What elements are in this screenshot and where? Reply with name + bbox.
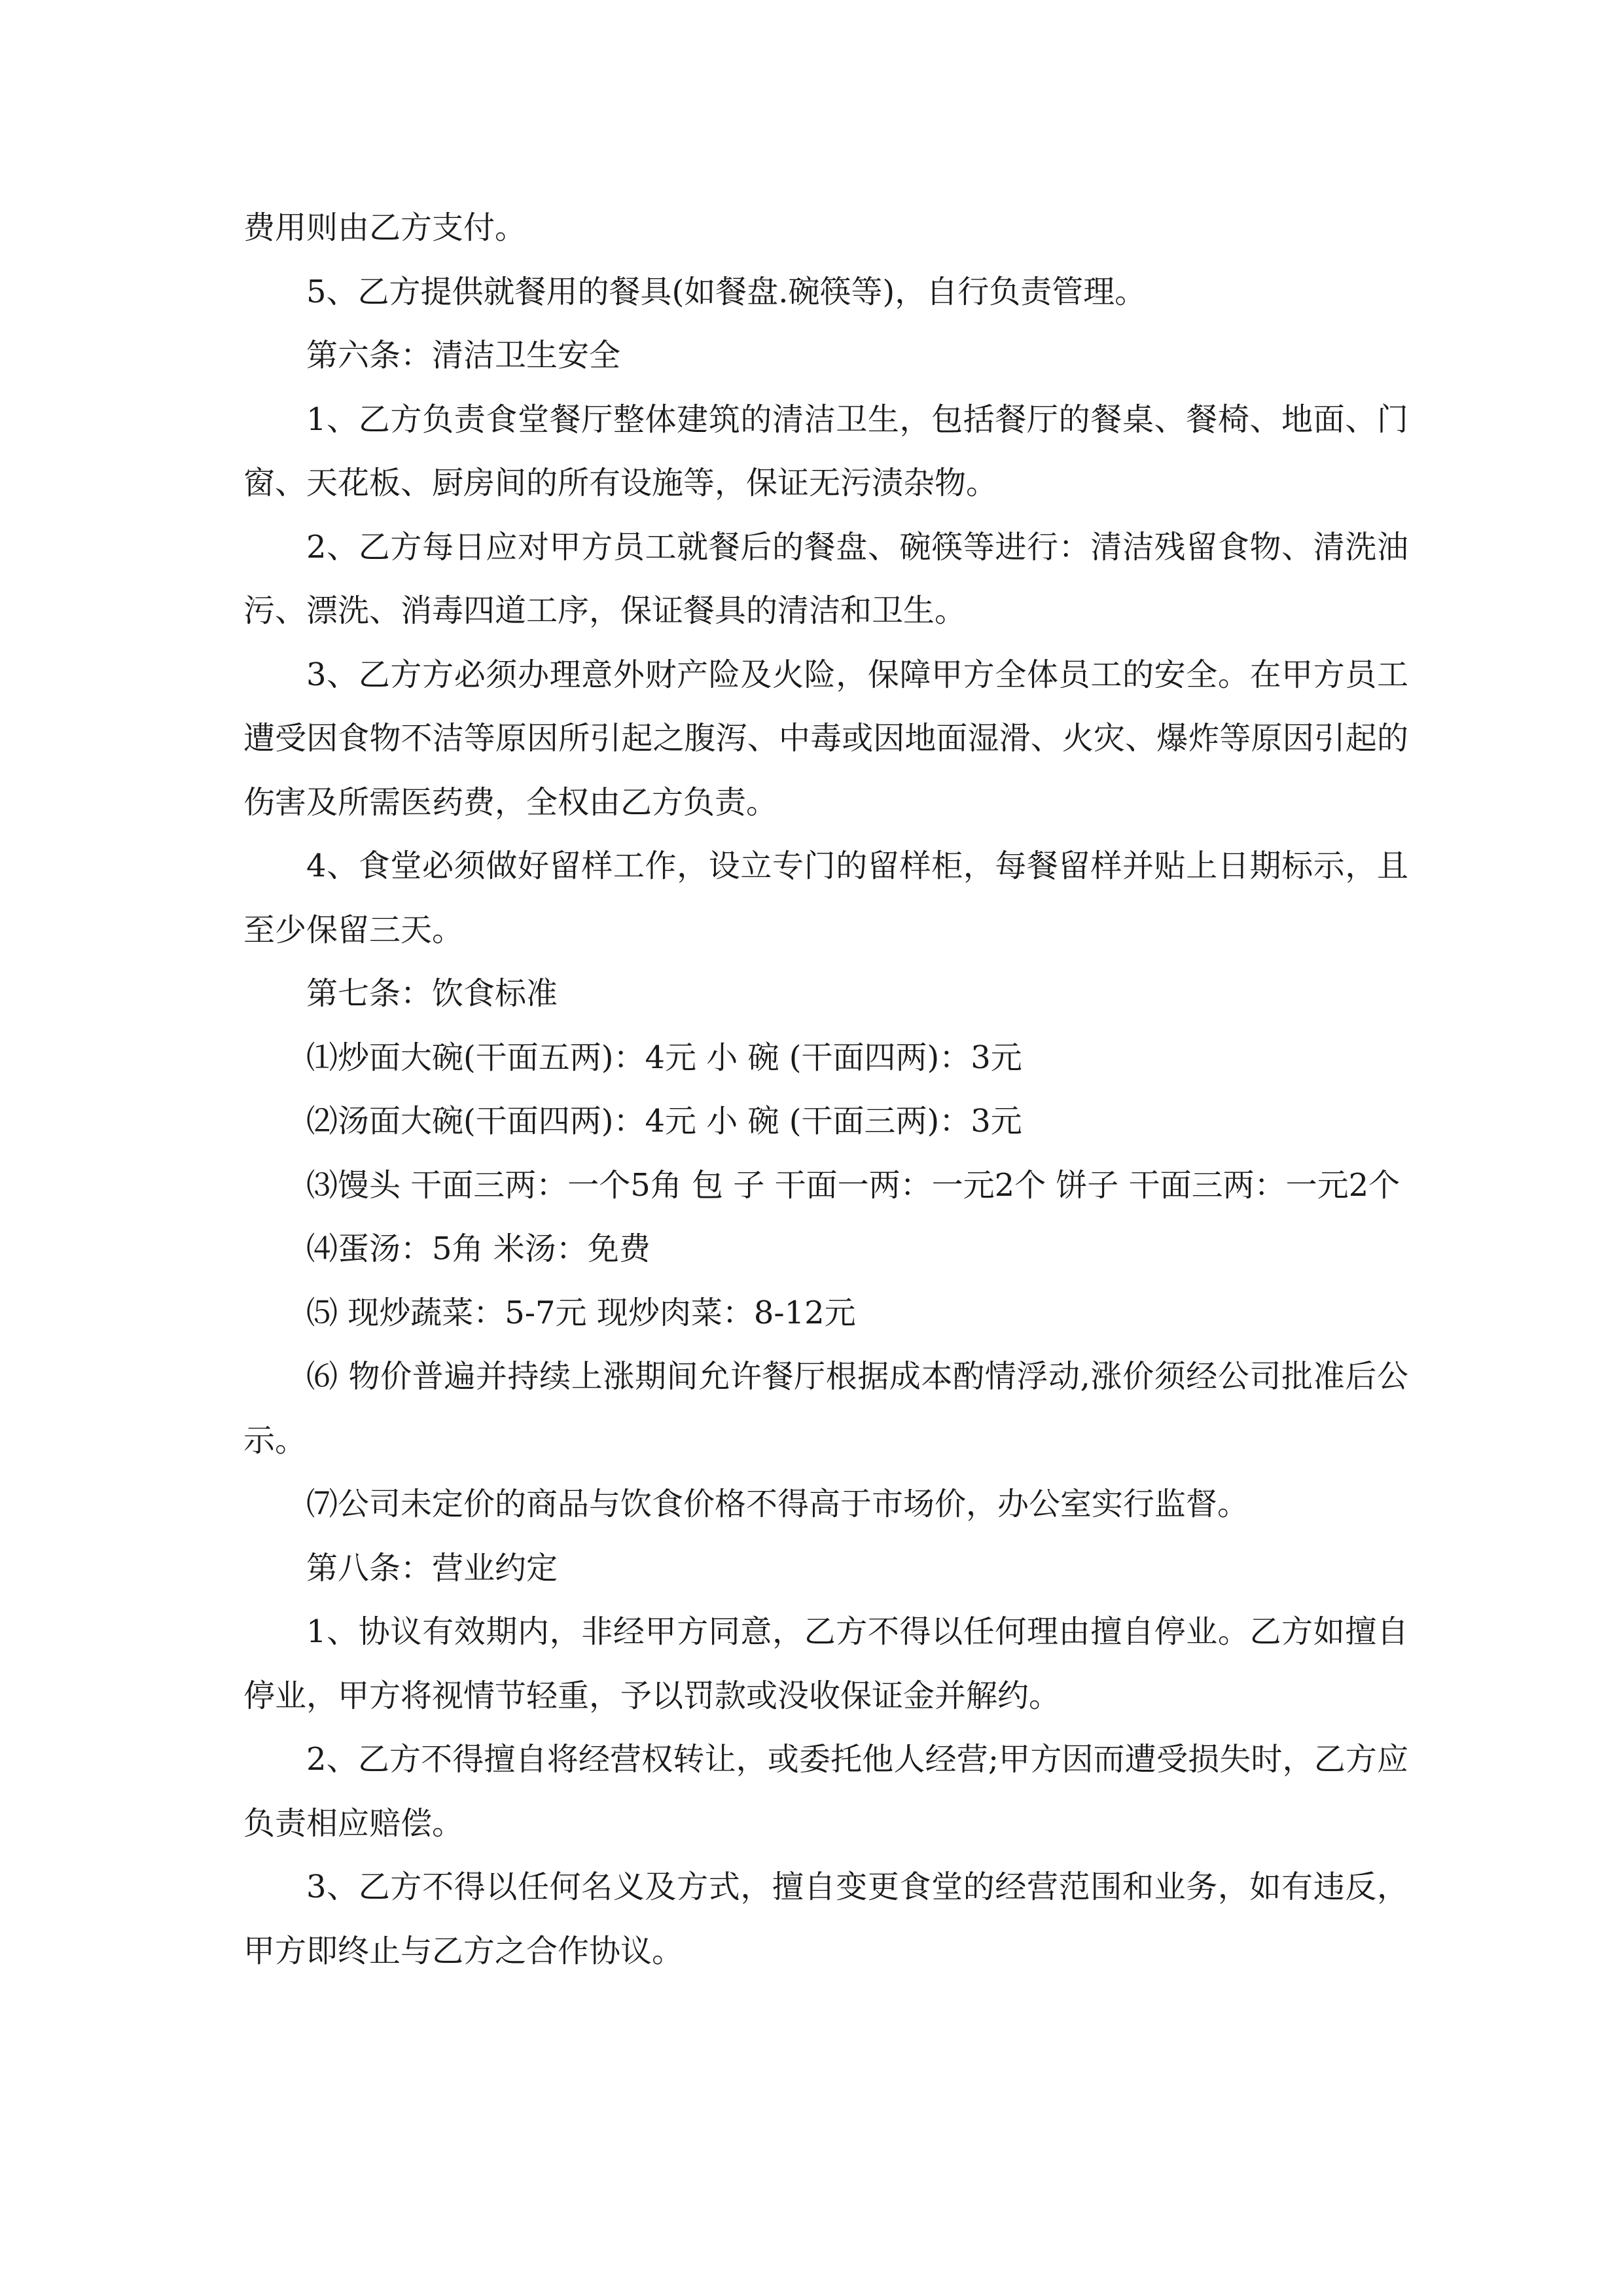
paragraph-6-2: 2、乙方每日应对甲方员工就餐后的餐盘、碗筷等进行：清洁残留食物、清洗油污、漂洗、消毒四道工序，保证餐具的清洁和卫生。 <box>243 528 1408 629</box>
price-item-5: ⑸ 现炒蔬菜：5-7元 现炒肉菜：8-12元 <box>306 1294 856 1331</box>
price-item-3: ⑶馒头 干面三两：一个5角 包 子 干面一两：一元2个 饼子 干面三两：一元2个 <box>306 1166 1400 1204</box>
price-item-2: ⑵汤面大碗(干面四两)：4元 小 碗 (干面三两)：3元 <box>306 1103 1022 1139</box>
paragraph-8-3: 3、乙方不得以任何名义及方式，擅自变更食堂的经营范围和业务，如有违反，甲方即终止与乙方之合作协议。 <box>243 1869 1408 1969</box>
paragraph-6-3: 3、乙方方必须办理意外财产险及火险，保障甲方全体员工的安全。在甲方员工遭受因食物不洁等原因所引起之腹泻、中毒或因地面湿滑、火灾、爆炸等原因引起的伤害及所需医药费，全权由乙方负责。 <box>243 656 1408 821</box>
section-heading-8: 第八条：营业约定 <box>306 1549 558 1587</box>
price-item-6: ⑹ 物价普遍并持续上涨期间允许餐厅根据成本酌情浮动,涨价须经公司批准后公示。 <box>243 1358 1408 1459</box>
section-heading-7: 第七条：饮食标准 <box>306 975 558 1012</box>
section-heading-6: 第六条：清洁卫生安全 <box>306 337 621 374</box>
paragraph-8-2: 2、乙方不得擅自将经营权转让，或委托他人经营;甲方因而遭受损失时，乙方应负责相应赔偿。 <box>243 1741 1408 1842</box>
paragraph-8-1: 1、协议有效期内，非经甲方同意，乙方不得以任何理由擅自停业。乙方如擅自停业，甲方将视情节轻重，予以罚款或没收保证金并解约。 <box>243 1613 1408 1714</box>
paragraph-6-1: 1、乙方负责食堂餐厅整体建筑的清洁卫生，包括餐厅的餐桌、餐椅、地面、门窗、天花板、厨房间的所有设施等，保证无污渍杂物。 <box>243 401 1408 501</box>
paragraph-6-4: 4、食堂必须做好留样工作，设立专门的留样柜，每餐留样并贴上日期标示，且至少保留三天。 <box>243 848 1408 948</box>
document-body <box>243 196 1408 1983</box>
paragraph-tableware: 5、乙方提供就餐用的餐具(如餐盘.碗筷等)，自行负责管理。 <box>306 273 1147 310</box>
price-item-4: ⑷蛋汤：5角 米汤：免费 <box>306 1230 651 1267</box>
price-item-1: ⑴炒面大碗(干面五两)：4元 小 碗 (干面四两)：3元 <box>306 1039 1022 1076</box>
price-item-7: ⑺公司未定价的商品与饮食价格不得高于市场价，办公室实行监督。 <box>306 1486 1249 1522</box>
paragraph-cost-continued: 费用则由乙方支付。 <box>243 209 527 246</box>
